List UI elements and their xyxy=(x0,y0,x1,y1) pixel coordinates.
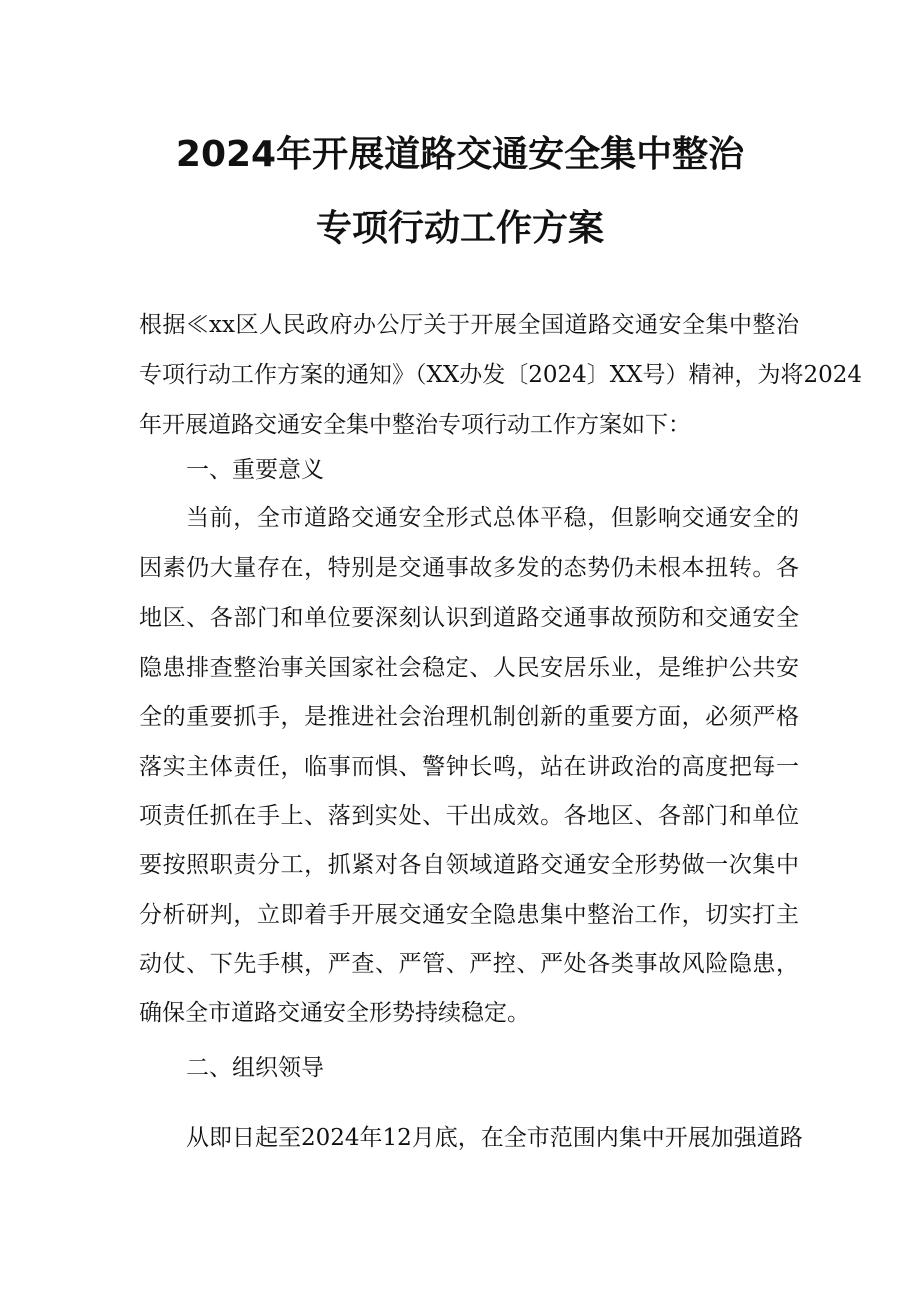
section-1-line-4: 隐患排查整治事关国家社会稳定、人民安居乐业，是维护公共安 xyxy=(139,655,799,681)
section-1-line-9: 分析研判，立即着手开展交通安全隐患集中整治工作，切实打主 xyxy=(139,902,799,928)
intro-line-2: 专项行动工作方案的通知》（XX办发〔2024〕XX号）精神，为将2024 xyxy=(139,362,863,388)
section-1-heading: 一、重要意义 xyxy=(186,457,324,483)
document-title-line-1: 2024年开展道路交通安全集中整治 xyxy=(175,134,745,175)
section-1-line-3: 地区、各部门和单位要深刻认识到道路交通事故预防和交通安全 xyxy=(139,605,799,631)
section-1-line-10: 动仗、下先手棋，严查、严管、严控、严处各类事故风险隐患， xyxy=(139,951,799,977)
section-1-line-5: 全的重要抓手，是推进社会治理机制创新的重要方面，必须严格 xyxy=(139,704,799,730)
section-1-line-8: 要按照职责分工，抓紧对各自领域道路交通安全形势做一次集中 xyxy=(139,852,799,878)
section-1-line-11: 确保全市道路交通安全形势持续稳定。 xyxy=(139,1000,530,1026)
section-2-line-1: 从即日起至2024年12月底，在全市范围内集中开展加强道路 xyxy=(186,1125,803,1151)
intro-line-1: 根据≪xx区人民政府办公厅关于开展全国道路交通安全集中整治 xyxy=(139,312,799,338)
section-1-line-7: 项责任抓在手上、落到实处、干出成效。各地区、各部门和单位 xyxy=(139,803,799,829)
section-1-line-6: 落实主体责任，临事而惧、警钟长鸣，站在讲政治的高度把每一 xyxy=(139,754,799,780)
section-1-line-1: 当前，全市道路交通安全形式总体平稳，但影响交通安全的 xyxy=(186,505,799,531)
section-2-heading: 二、组织领导 xyxy=(186,1055,324,1081)
document-title-line-2: 专项行动工作方案 xyxy=(315,208,604,249)
section-1-line-2: 因素仍大量存在，特别是交通事故多发的态势仍未根本扭转。各 xyxy=(139,555,799,581)
intro-line-3: 年开展道路交通安全集中整治专项行动工作方案如下： xyxy=(139,412,691,438)
